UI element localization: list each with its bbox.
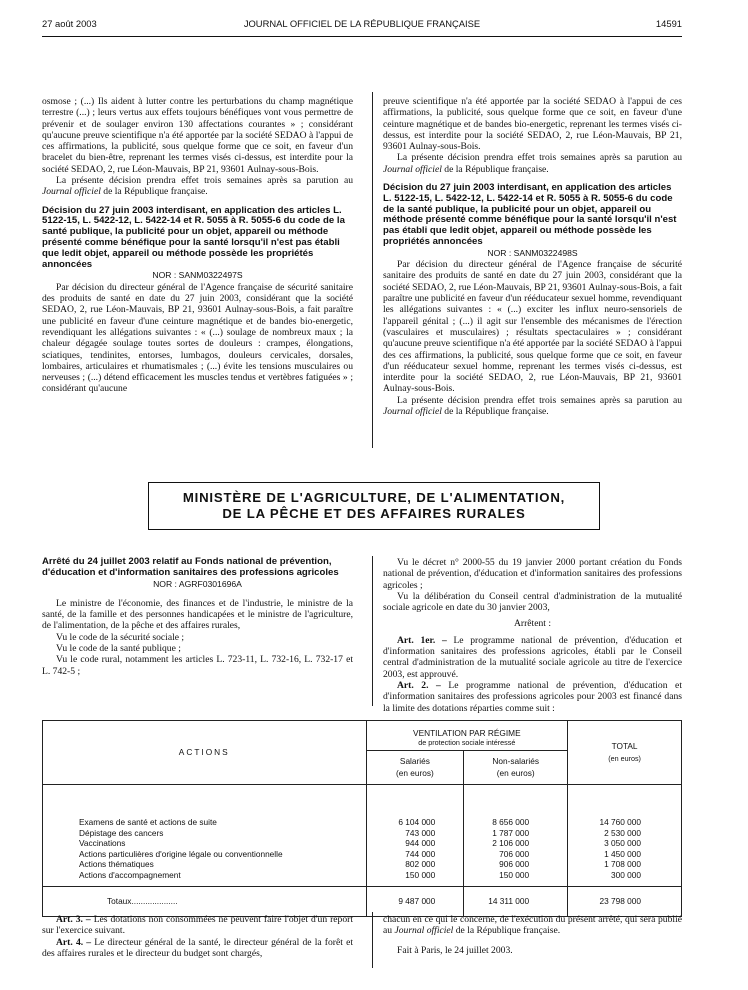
- footer-left: [42, 914, 353, 959]
- journal-title: JOURNAL OFFICIEL DE LA RÉPUBLIQUE FRANÇAISE: [243, 18, 481, 29]
- decision-title: Décision du 27 juin 2003 interdisant, en application des articles L. 5122-15, L. 5422-12, L. 5422-14 et R. 5055 à R. 5055-6 du code de la santé publique, la publicité pour un objet, appareil ou méthode présenté comme bénéfique pour la santé lorsqu'il n'est pas établi que ledit objet, appareil ou méthode possède les propriétés annoncées: [383, 182, 677, 248]
- salaries-cell: [366, 785, 464, 887]
- totals-nonsal: 14 311 000: [488, 896, 530, 907]
- arretent-heading: Arrêtent :: [513, 618, 552, 630]
- salaries-header: Salariés (en euros): [366, 751, 464, 785]
- table-row-nonsal: 2 106 000: [492, 838, 530, 848]
- table-row-label: Actions thématiques: [79, 859, 154, 869]
- paragraph: preuve scientifique n'a été apportée par la société SEDAO à l'appui de ces affirmations, la publicité, sous quelque forme que ce soit, en faveur d'une ceinture magnétique et de bandes bio-energetic, reprenant les termes visés ci-dessus, est interdite pour la société SEDAO, 2, rue Léon-Mauvais, BP 21, 93601 Aulnay-sous-Bois.: [383, 96, 682, 153]
- journal-officiel-ref: Journal officiel: [383, 163, 442, 175]
- page-number: 14591: [655, 18, 682, 29]
- visa: Vu la délibération du Conseil central d'administration de la mutualité sociale agricole en date du 30 janvier 2003,: [383, 590, 682, 614]
- paragraph: La présente décision prendra effet trois semaines après sa parution au Journal officiel de la République française.: [383, 152, 682, 175]
- footer-right: [383, 914, 682, 956]
- article-4: Art. 4. – Le directeur général de la santé, le directeur général de la forêt et des affaires rurales et le directeur du budget sont chargés,: [42, 936, 353, 959]
- dotations-table: [42, 720, 682, 917]
- top-left-column: [42, 96, 353, 395]
- non-salaries-cell: [464, 785, 568, 887]
- issue-date: 27 août 2003: [42, 18, 97, 29]
- table-row-sal: 6 104 000: [398, 817, 436, 827]
- table-row-nonsal: 706 000: [499, 848, 530, 859]
- journal-officiel-ref: Journal officiel: [383, 406, 442, 418]
- table-row-sal: 744 000: [405, 848, 436, 859]
- paragraph: La présente décision prendra effet trois semaines après sa parution au Journal officiel de la République française.: [383, 394, 682, 418]
- table-row-nonsal: 8 656 000: [492, 817, 530, 827]
- visa: Vu le décret n° 2000-55 du 19 janvier 2000 portant création du Fonds national de prévention, d'éducation et d'information sanitaires des professions agricoles ;: [383, 557, 682, 591]
- ministry-line-1: MINISTÈRE DE L'AGRICULTURE, DE L'ALIMENTATION,: [182, 490, 566, 505]
- top-right-column: [383, 96, 682, 417]
- ministry-banner: [148, 482, 600, 530]
- arrete-left-column: [42, 557, 353, 677]
- totals-total: 23 798 000: [599, 896, 641, 907]
- decision-title: Décision du 27 juin 2003 interdisant, en application des articles L. 5122-15, L. 5422-12, L. 5422-14 et R. 5055 à R. 5055-6 du code de la santé publique, la publicité pour un objet, appareil ou méthode présenté comme bénéfique pour la santé lorsqu'il n'est pas établi que ledit objet, appareil ou méthode possède les propriétés annoncées: [42, 204, 345, 270]
- paragraph: La présente décision prendra effet trois semaines après sa parution au Journal officiel de la République française.: [42, 175, 353, 198]
- signature-date: Fait à Paris, le 24 juillet 2003.: [397, 944, 513, 956]
- totals-sal-cell: [366, 887, 464, 917]
- non-salaries-header: Non-salariés (en euros): [464, 751, 568, 785]
- running-header: [42, 18, 682, 32]
- totals-total-cell: [568, 887, 682, 917]
- total-header: TOTAL (en euros): [568, 721, 682, 785]
- journal-officiel-ref: Journal officiel: [42, 186, 101, 198]
- ministry-line-2: DE LA PÊCHE ET DES AFFAIRES RURALES: [222, 506, 526, 521]
- paragraph: Le ministre de l'économie, des finances et de l'industrie, le ministre de la santé, de la famille et des personnes handicapées et le ministre de l'agriculture, de l'alimentation, de la pêche et des affaires rurales,: [42, 597, 353, 632]
- visa: Vu le code de la sécurité sociale ;: [56, 631, 185, 643]
- article-3: Art. 3. – Les dotations non consommées ne peuvent faire l'objet d'un report sur l'exercice suivant.: [42, 914, 353, 937]
- totals-sal: 9 487 000: [398, 896, 436, 907]
- column-divider: [372, 912, 373, 968]
- column-divider: [372, 556, 373, 706]
- column-divider: [372, 92, 373, 448]
- ventilation-header: VENTILATION PAR RÉGIME de protection sociale intéressé: [366, 721, 568, 751]
- paragraph: Par décision du directeur général de l'Agence française de sécurité sanitaire des produits de santé en date du 27 juin 2003, considérant que la société SEDAO, 2, rue Léon-Mauvais, BP 21, 93601 Aulnay-sous-Bois, a fait paraître une publicité en faveur d'une ceinture magnétique et de bandes bio-energetic, revendiquant les allégations suivantes : « (...) soulage de nombreux maux ; la chaleur dégagée soulage toutes sortes de douleurs : crampes, élongations, sciatiques, tendinites, entorses, lumbagos, douleurs cervicales, dorsales, lombaires, articulaires et rhumatismales ; (...) évite les tensions musculaires ou nerveuses ; (...) détend efficacement les muscles tendus et vertèbres fatiguées » ; considérant qu'aucune: [42, 281, 353, 395]
- table-row-sal: 944 000: [405, 838, 436, 848]
- nor-reference: NOR : SANM0322497S: [152, 270, 243, 281]
- paragraph: Par décision du directeur général de l'Agence française de sécurité sanitaire des produits de santé en date du 27 juin 2003, considérant que la société SEDAO, 2, rue Léon-Mauvais, BP 21, 93601 Aulnay-sous-Bois, a fait paraître une publicité en faveur d'un rééducateur sexuel homme, revendiquant les allégations suivantes : « (...) exciter les influx neuro-sensoriels de l'appareil génital ; (...) il agit sur l'ensemble des mécanismes de l'érection (vasculaires et musculaires) ; résultats spectaculaires » ; considérant qu'aucune preuve scientifique n'a été apportée par la société SEDAO à l'appui des ces affirmations, la publicité, sous quelque forme que ce soit, en faveur d'un rééducateur sexuel homme, reprenant les termes visés ci-dessus, est interdite pour la société SEDAO, 2, rue Léon-Mauvais, BP 21, 93601 Aulnay-sous-Bois.: [383, 259, 682, 395]
- table-row-label: Examens de santé et actions de suite: [79, 817, 217, 827]
- table-row-nonsal: 906 000: [499, 859, 530, 869]
- paragraph: chacun en ce qui le concerne, de l'exécution du présent arrêté, qui sera publié au Journal officiel de la République française.: [383, 914, 682, 937]
- table-row-sal: 802 000: [405, 859, 436, 869]
- nor-reference: NOR : AGRF0301696A: [153, 578, 242, 589]
- table-row-total: 3 050 000: [604, 838, 641, 848]
- table-row-label: Dépistage des cancers: [79, 827, 164, 838]
- table-row-total: 1 708 000: [604, 859, 641, 869]
- table-row-total: 2 530 000: [604, 827, 641, 838]
- table-row-sal: 150 000: [405, 869, 436, 880]
- actions-cell: [43, 785, 367, 887]
- table-row-label: Actions particulières d'origine légale ou conventionnelle: [79, 848, 283, 859]
- totals-nonsal-cell: [464, 887, 568, 917]
- total-cell: [568, 785, 682, 887]
- table-row-sal: 743 000: [405, 827, 436, 838]
- table-row-nonsal: 150 000: [499, 869, 530, 880]
- article-1: Art. 1er. – Le programme national de prévention, d'éducation et d'information sanitaires des professions agricoles, établi par le Conseil central d'administration de la mutualité sociale agricole au titre de l'exercice 2003, est approuvé.: [383, 634, 682, 680]
- totals-label-cell: [43, 887, 367, 917]
- table-row-total: 14 760 000: [599, 817, 641, 827]
- actions-header: ACTIONS: [43, 721, 367, 785]
- article-2: Art. 2. – Le programme national de prévention, d'éducation et d'information sanitaires des professions agricoles pour 2003 est financé dans la limite des dotations réparties comme suit :: [383, 679, 682, 714]
- table-row-total: 300 000: [611, 869, 641, 880]
- journal-officiel-ref: Journal officiel: [394, 925, 454, 937]
- arrete-title: Arrêté du 24 juillet 2003 relatif au Fonds national de prévention, d'éducation et d'information sanitaires des professions agricoles: [42, 556, 339, 578]
- table-row-total: 1 450 000: [604, 848, 641, 859]
- paragraph: osmose ; (...) Ils aident à lutter contre les perturbations du champ magnétique terrestre (...) ; leurs vertus aux effets toujours bénéfiques vont vous permettre de prévenir et de soulager environ 130 affectations courantes » ; considérant qu'aucune preuve scientifique n'a été apportée par la société SEDAO à l'appui de ces affirmations, la publicité, sous quelque forme que ce soit, en faveur d'un bracelet du bien-être, reprenant les termes visés ci-dessus, est interdite pour la société SEDAO, 2, rue Léon-Mauvais, BP 21, 93601 Aulnay-sous-Bois.: [42, 96, 353, 175]
- header-rule: [42, 36, 682, 37]
- arrete-right-column: [383, 557, 682, 714]
- nor-reference: NOR : SANM0322498S: [487, 247, 578, 258]
- visa: Vu le code de la santé publique ;: [56, 643, 181, 655]
- table-row-label: Actions d'accompagnement: [79, 869, 181, 880]
- table-row-nonsal: 1 787 000: [492, 827, 530, 838]
- totals-label: Totaux....................: [107, 896, 178, 907]
- table-row-label: Vaccinations: [79, 838, 126, 848]
- visa: Vu le code rural, notamment les articles L. 723-11, L. 732-16, L. 732-17 et L. 742-5 ;: [42, 654, 353, 677]
